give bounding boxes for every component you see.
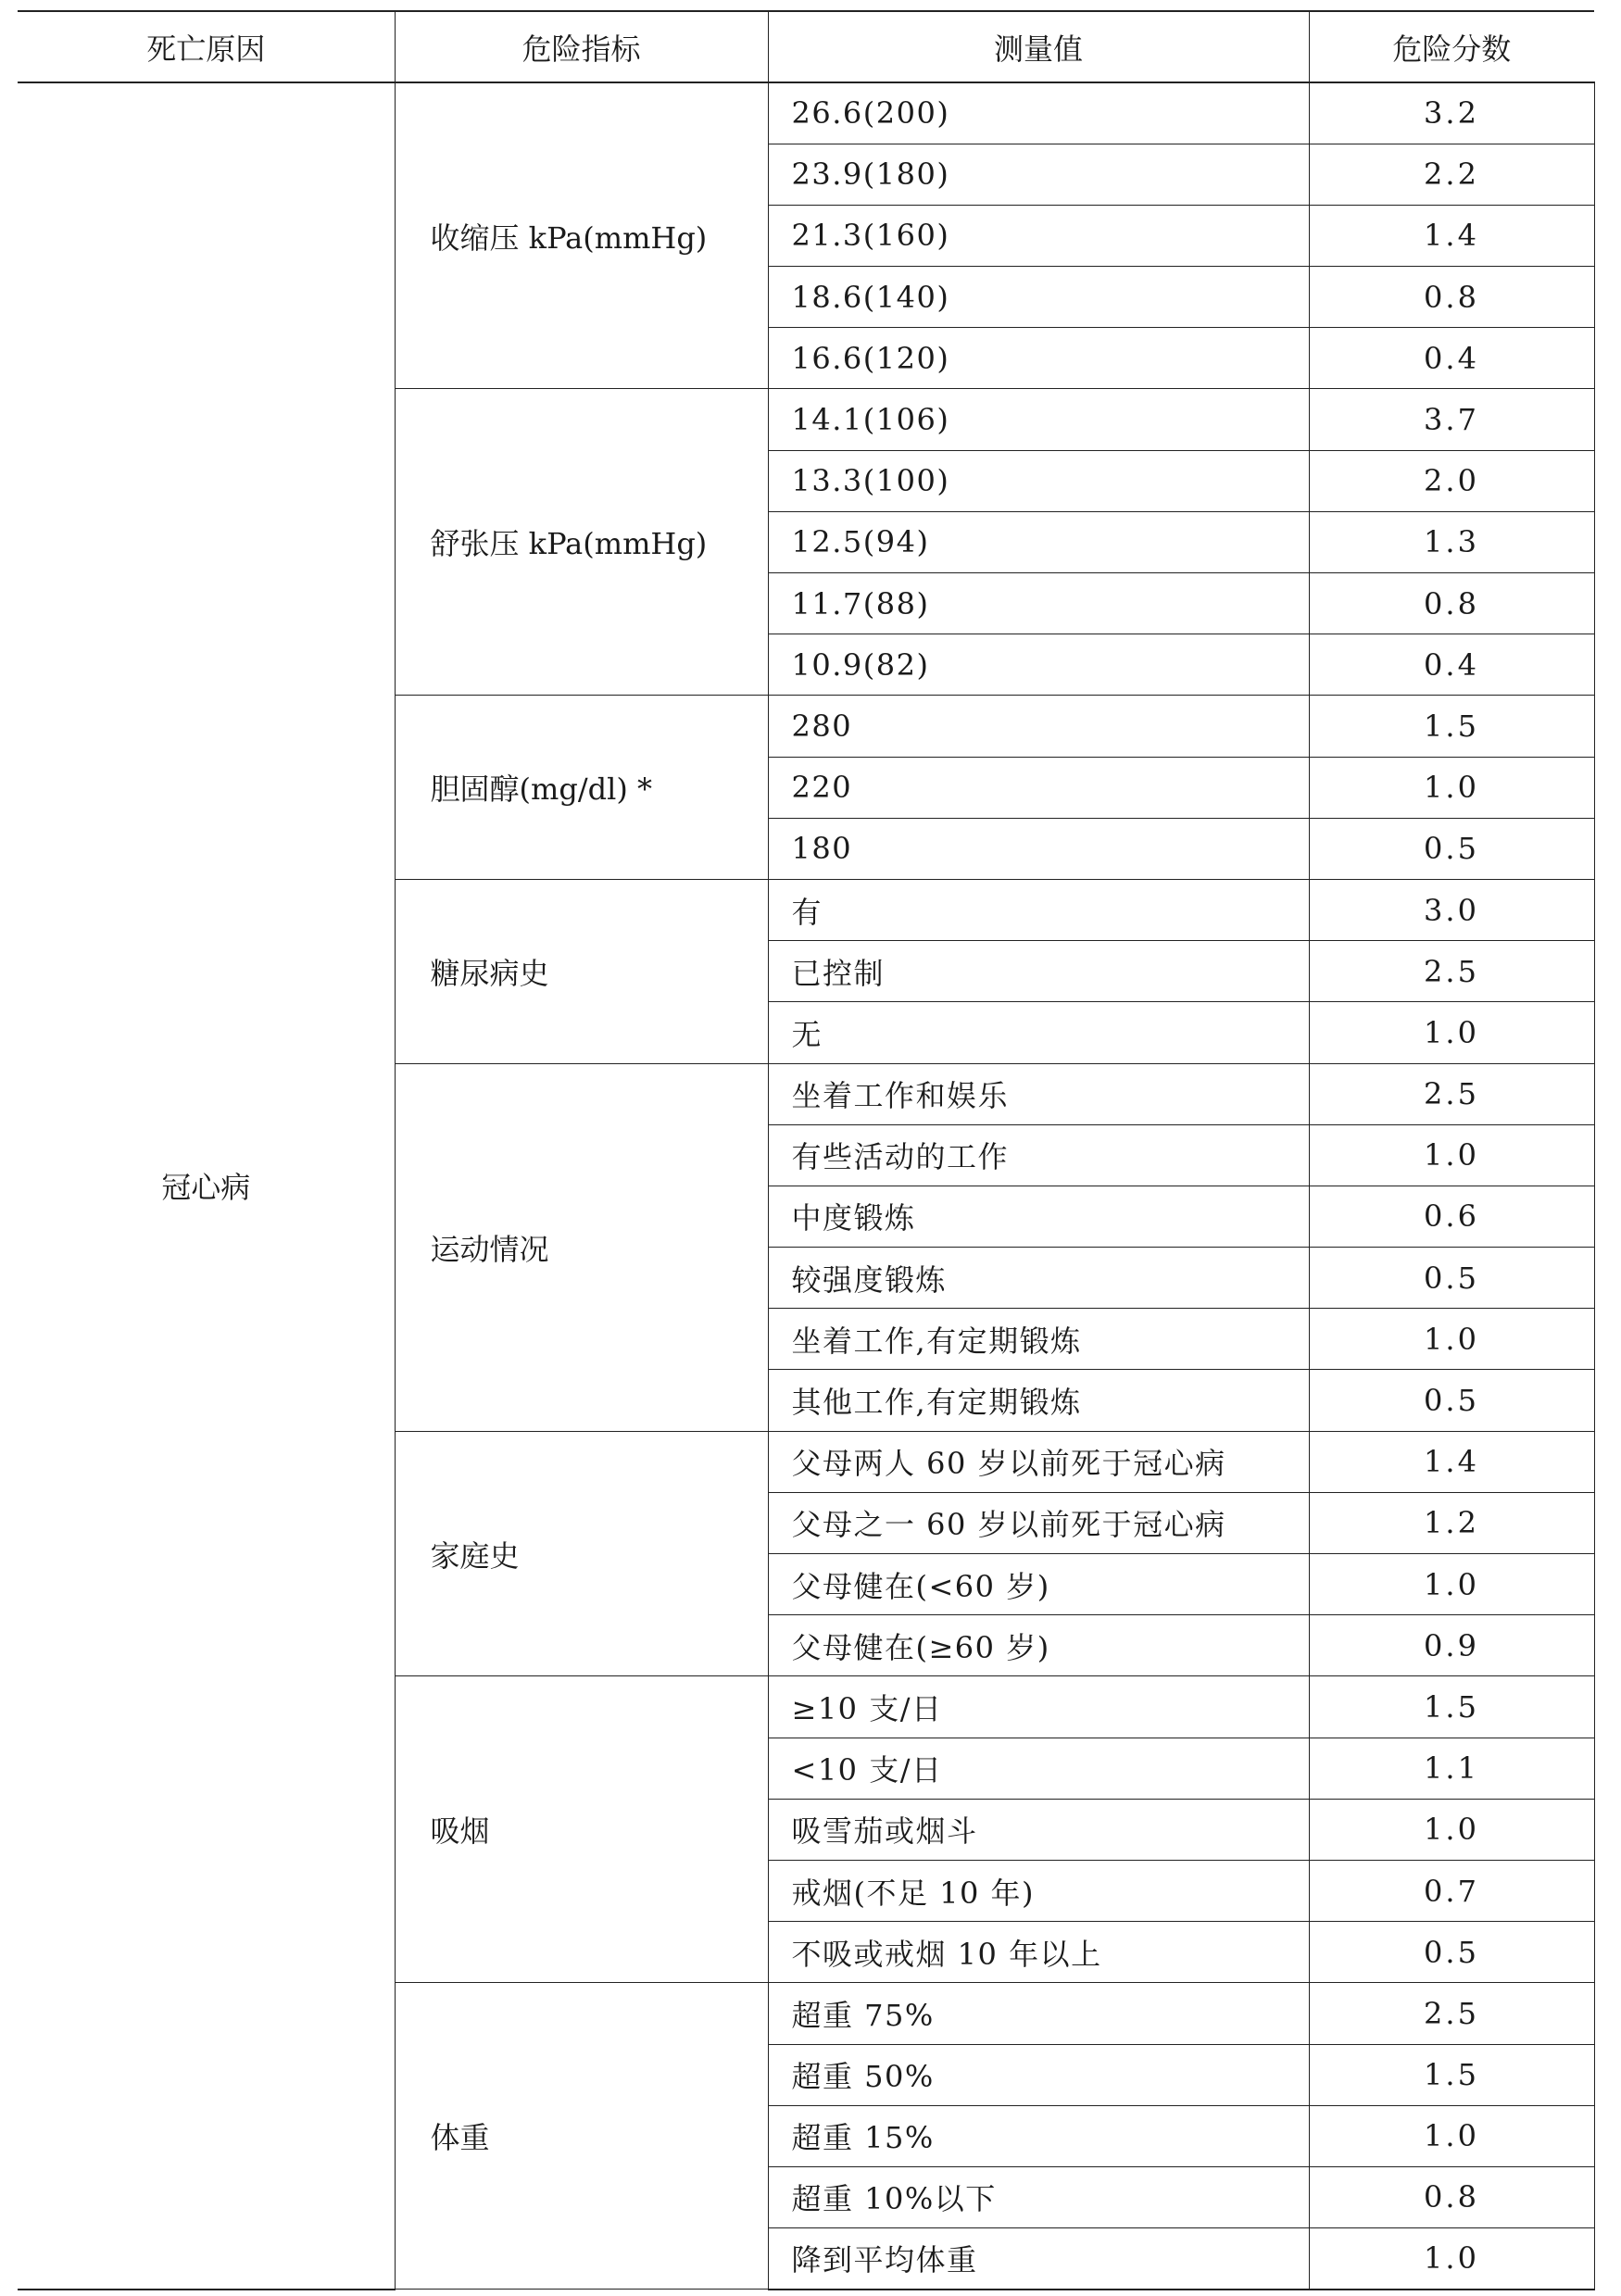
measurement-cell: 10.9(82) [768,634,1309,696]
measurement-cell: 父母健在(<60 岁) [768,1554,1309,1615]
score-cell: 2.0 [1309,450,1594,511]
score-cell: 0.8 [1309,2166,1594,2227]
measurement-cell: 超重 10%以下 [768,2166,1309,2227]
measurement-cell: ≥10 支/日 [768,1676,1309,1738]
score-cell: 2.2 [1309,144,1594,205]
risk-score-table [18,10,1595,2290]
measurement-cell: 超重 75% [768,1983,1309,2044]
measurement-cell: 有 [768,879,1309,940]
score-cell: 0.8 [1309,573,1594,634]
measurement-cell: 280 [768,696,1309,757]
measurement-cell: 坐着工作,有定期锻炼 [768,1309,1309,1370]
score-cell: 1.0 [1309,1124,1594,1186]
score-cell: 1.4 [1309,205,1594,266]
table-row [18,82,1594,144]
table-header [18,11,1594,82]
score-cell: 0.5 [1309,1248,1594,1309]
measurement-cell: 有些活动的工作 [768,1124,1309,1186]
header-indicator: 危险指标 [395,11,768,82]
score-cell: 1.4 [1309,1431,1594,1492]
score-cell: 1.1 [1309,1738,1594,1799]
indicator-cell: 收缩压 kPa(mmHg) [395,82,768,389]
measurement-cell: 14.1(106) [768,389,1309,450]
score-cell: 1.2 [1309,1492,1594,1553]
cause-cell: 冠心病 [18,82,395,2290]
score-cell: 1.5 [1309,1676,1594,1738]
score-cell: 1.0 [1309,2228,1594,2290]
measurement-cell: 超重 15% [768,2105,1309,2166]
measurement-cell: <10 支/日 [768,1738,1309,1799]
measurement-cell: 180 [768,818,1309,879]
measurement-cell: 已控制 [768,941,1309,1002]
score-cell: 0.8 [1309,267,1594,328]
measurement-cell: 超重 50% [768,2044,1309,2105]
score-cell: 1.0 [1309,1309,1594,1370]
score-cell: 1.5 [1309,696,1594,757]
score-cell: 1.0 [1309,1002,1594,1063]
measurement-cell: 父母两人 60 岁以前死于冠心病 [768,1431,1309,1492]
indicator-cell: 体重 [395,1983,768,2290]
measurement-cell: 降到平均体重 [768,2228,1309,2290]
score-cell: 0.5 [1309,818,1594,879]
score-cell: 3.0 [1309,879,1594,940]
score-cell: 1.3 [1309,511,1594,572]
score-cell: 0.5 [1309,1922,1594,1983]
header-row [18,11,1594,82]
measurement-cell: 12.5(94) [768,511,1309,572]
score-cell: 0.7 [1309,1860,1594,1921]
score-cell: 0.4 [1309,328,1594,389]
indicator-cell: 胆固醇(mg/dl) * [395,696,768,880]
measurement-cell: 戒烟(不足 10 年) [768,1860,1309,1921]
measurement-cell: 无 [768,1002,1309,1063]
score-cell: 0.6 [1309,1186,1594,1247]
score-cell: 0.4 [1309,634,1594,696]
indicator-cell: 舒张压 kPa(mmHg) [395,389,768,696]
measurement-cell: 13.3(100) [768,450,1309,511]
measurement-cell: 吸雪茄或烟斗 [768,1799,1309,1860]
indicator-cell: 糖尿病史 [395,879,768,1063]
measurement-cell: 较强度锻炼 [768,1248,1309,1309]
measurement-cell: 26.6(200) [768,82,1309,144]
measurement-cell: 21.3(160) [768,205,1309,266]
score-cell: 0.9 [1309,1615,1594,1676]
measurement-cell: 11.7(88) [768,573,1309,634]
measurement-cell: 坐着工作和娱乐 [768,1063,1309,1124]
score-cell: 3.7 [1309,389,1594,450]
score-cell: 2.5 [1309,1983,1594,2044]
measurement-cell: 不吸或戒烟 10 年以上 [768,1922,1309,1983]
score-cell: 3.2 [1309,82,1594,144]
measurement-cell: 23.9(180) [768,144,1309,205]
indicator-cell: 吸烟 [395,1676,768,1983]
measurement-cell: 220 [768,757,1309,818]
header-value: 测量值 [768,11,1309,82]
header-score: 危险分数 [1309,11,1594,82]
measurement-cell: 父母之一 60 岁以前死于冠心病 [768,1492,1309,1553]
score-cell: 1.0 [1309,757,1594,818]
score-cell: 1.0 [1309,1799,1594,1860]
score-cell: 0.5 [1309,1370,1594,1431]
score-cell: 1.0 [1309,2105,1594,2166]
measurement-cell: 父母健在(≥60 岁) [768,1615,1309,1676]
measurement-cell: 16.6(120) [768,328,1309,389]
measurement-cell: 18.6(140) [768,267,1309,328]
indicator-cell: 家庭史 [395,1431,768,1676]
table-body [18,82,1594,2290]
score-cell: 1.0 [1309,1554,1594,1615]
indicator-cell: 运动情况 [395,1063,768,1431]
score-cell: 2.5 [1309,941,1594,1002]
header-cause: 死亡原因 [18,11,395,82]
score-cell: 1.5 [1309,2044,1594,2105]
measurement-cell: 中度锻炼 [768,1186,1309,1247]
score-cell: 2.5 [1309,1063,1594,1124]
measurement-cell: 其他工作,有定期锻炼 [768,1370,1309,1431]
